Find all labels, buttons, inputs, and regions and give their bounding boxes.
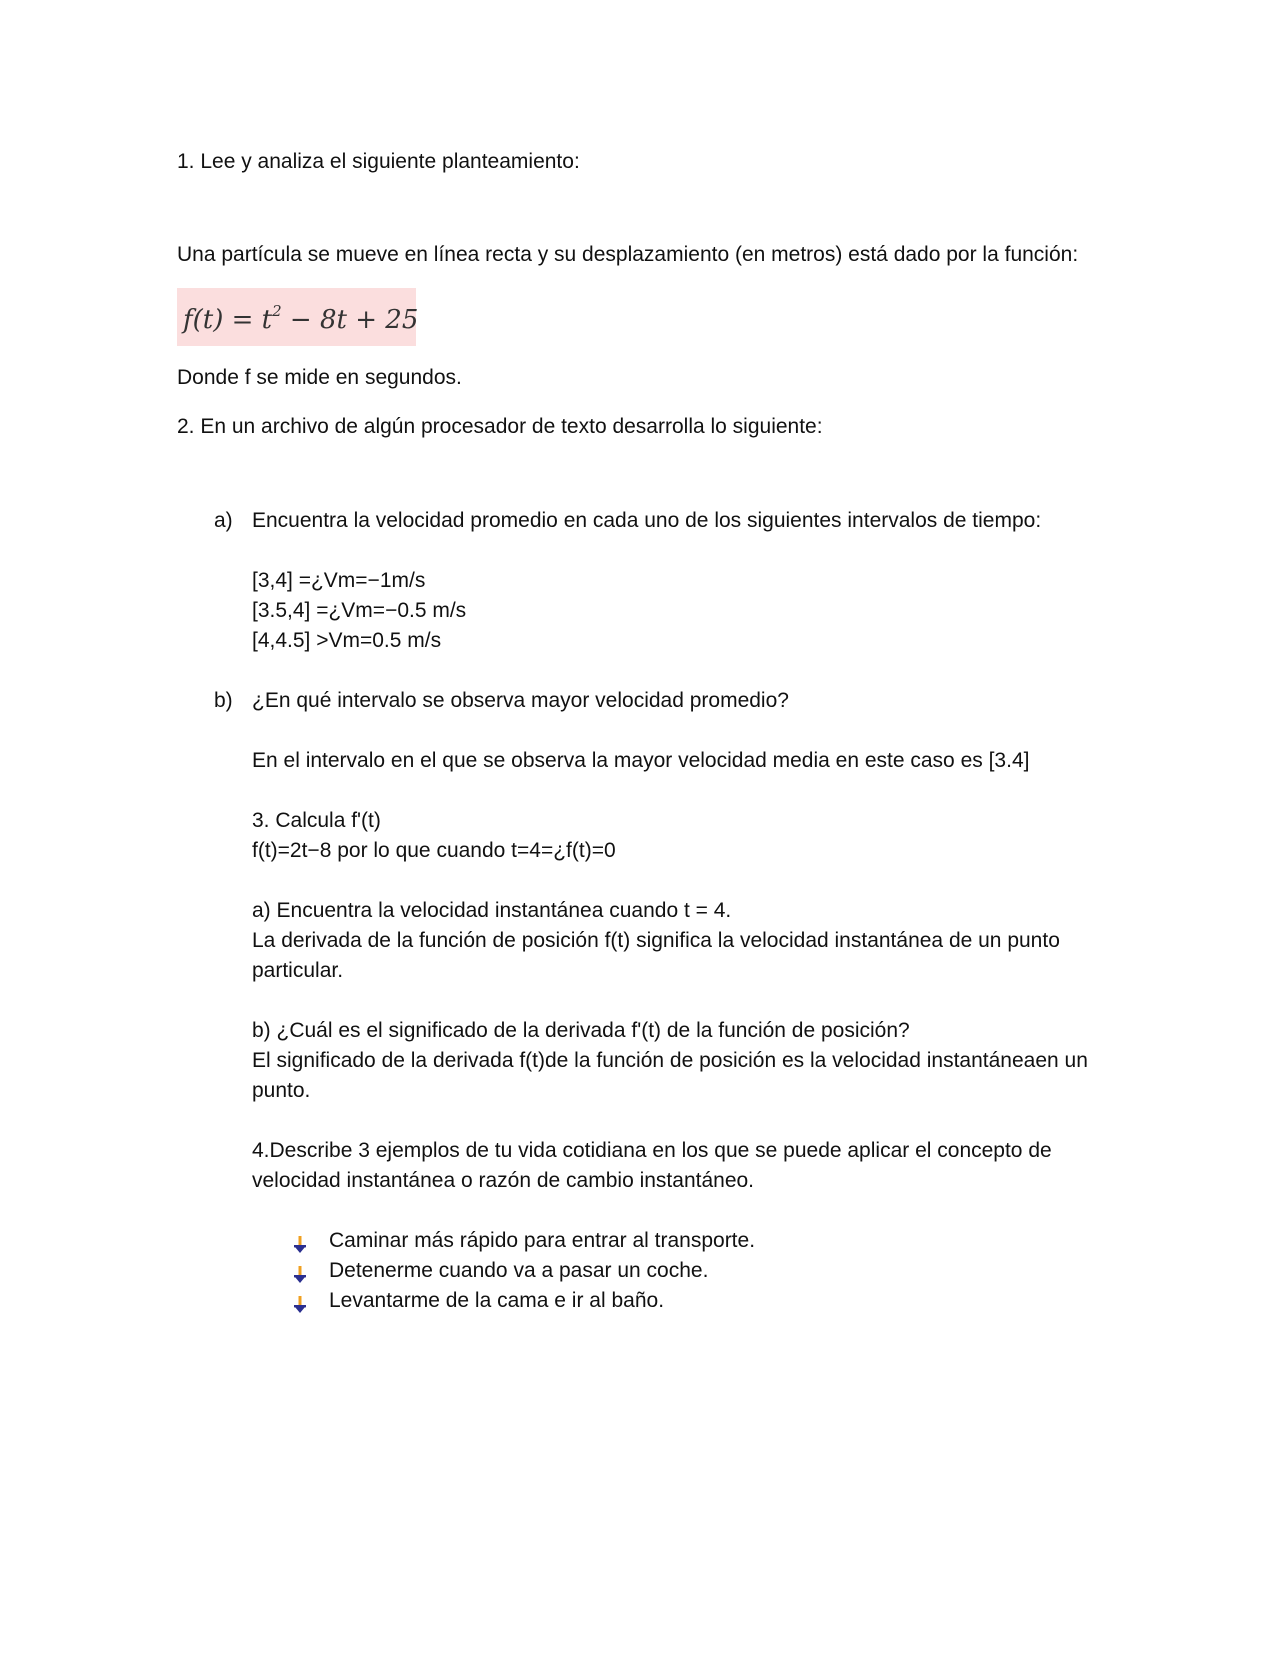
down-arrow-bullet-icon bbox=[292, 1265, 308, 1285]
question-4-heading-line: velocidad instantánea o razón de cambio instantáneo. bbox=[252, 1169, 755, 1192]
question-3-answer: f(t)=2t−8 por lo que cuando t=4=¿f(t)=0 bbox=[252, 839, 616, 862]
question-3-heading: 3. Calcula f'(t) bbox=[252, 809, 381, 832]
list-item: Caminar más rápido para entrar al transporte. bbox=[329, 1229, 756, 1252]
part-b-question: ¿En qué intervalo se observa mayor velocidad promedio? bbox=[252, 689, 789, 712]
interval-item: [3,4] =¿Vm=−1m/s bbox=[252, 569, 426, 592]
formula-exponent: 2 bbox=[272, 302, 282, 320]
position-formula bbox=[183, 294, 418, 337]
question-3b: b) ¿Cuál es el significado de la derivada f'(t) de la función de posición? bbox=[252, 1019, 910, 1042]
interval-item: [3.5,4] =¿Vm=−0.5 m/s bbox=[252, 599, 467, 622]
question-1-heading: 1. Lee y analiza el siguiente planteamiento: bbox=[177, 150, 580, 173]
problem-intro: Una partícula se mueve en línea recta y su desplazamiento (en metros) está dado por la función: bbox=[177, 243, 1079, 266]
question-3a-answer-line: particular. bbox=[252, 959, 344, 982]
formula-lhs: f(t) = t bbox=[183, 305, 273, 335]
down-arrow-bullet-icon bbox=[292, 1295, 308, 1315]
down-arrow-bullet-icon bbox=[292, 1235, 308, 1255]
question-3a: a) Encuentra la velocidad instantánea cuando t = 4. bbox=[252, 899, 732, 922]
question-3b-answer-line: El significado de la derivada f(t)de la función de posición es la velocidad instantáneaen un bbox=[252, 1049, 1088, 1072]
units-note: Donde f se mide en segundos. bbox=[177, 366, 462, 389]
question-4-heading-line: 4.Describe 3 ejemplos de tu vida cotidiana en los que se puede aplicar el concepto de bbox=[252, 1139, 1052, 1162]
part-b-answer: En el intervalo en el que se observa la mayor velocidad media en este caso es [3.4] bbox=[252, 749, 1030, 772]
part-a-question: Encuentra la velocidad promedio en cada uno de los siguientes intervalos de tiempo: bbox=[252, 509, 1042, 532]
list-item: Detenerme cuando va a pasar un coche. bbox=[329, 1259, 709, 1282]
formula-rhs: − 8t + 25 bbox=[281, 305, 419, 335]
interval-item: [4,4.5] >Vm=0.5 m/s bbox=[252, 629, 442, 652]
question-3a-answer-line: La derivada de la función de posición f(t) significa la velocidad instantánea de un punto bbox=[252, 929, 1060, 952]
list-item: Levantarme de la cama e ir al baño. bbox=[329, 1289, 665, 1312]
question-3b-answer-line: punto. bbox=[252, 1079, 311, 1102]
question-2-heading: 2. En un archivo de algún procesador de texto desarrolla lo siguiente: bbox=[177, 415, 823, 438]
part-a-marker: a) bbox=[214, 509, 233, 532]
part-b-marker: b) bbox=[214, 689, 233, 712]
